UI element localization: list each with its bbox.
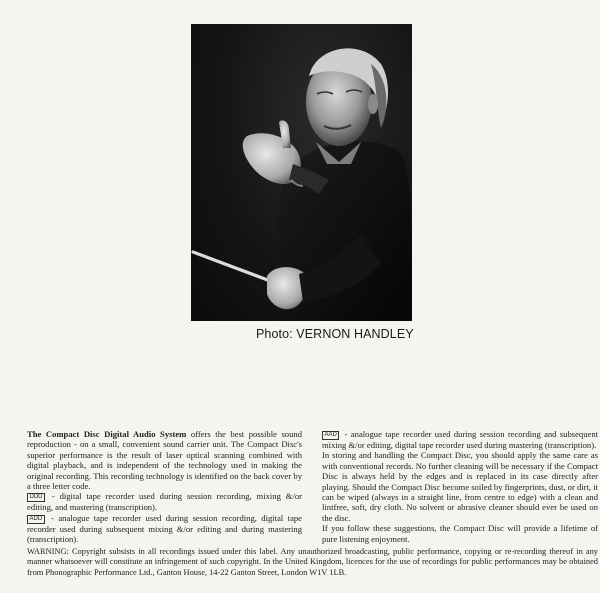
intro-text: offers the best possible sound reproduction - on a small, convenient sound carrier unit. The Compact Disc's superior performance is the result of laser optical scanning combined with digital playback, and is independent of the technology used in making the original recording. This recording technology is identified on the back cover by a three letter code. (27, 429, 302, 492)
cd-care-instructions (322, 429, 598, 544)
conductor-photo (191, 24, 412, 321)
copyright-warning: WARNING: Copyright subsists in all recordings issued under this label. Any unauthorized broadcasting, public performance, copying or re-recording thereof in any manner whatsoever will constitute an infringement of such copyright. In the United Kingdom, licences for the use of recordings for public performances may be obtained from Phonographic Performance Ltd., Ganton House, 14-22 Ganton Street, London W1V 1LB. (27, 547, 598, 577)
add-code-text: - analogue tape recorder used during session recording, digital tape recorder used during subsequent mixing &/or editing and during mastering (transcription). (27, 512, 302, 545)
ddd-code-text: - digital tape recorder used during session recording, mixing &/or editing, and mastering (transcription). (27, 491, 302, 513)
care-paragraph: In storing and handling the Compact Disc, you should apply the same care as with conventional records. No further cleaning will be necessary if the Compact Disc is always held by the edges and is replaced in its case directly after playing. Should the Compact Disc become soiled by fingerprints, dust, or dirt, it can be wiped (always in a straight line, from centre to edge) with a clean and lintfree, soft, dry cloth. No solvent or abrasive cleaner should ever be used on the disc. (322, 450, 598, 523)
intro-paragraph (27, 429, 302, 491)
conductor-illustration (191, 24, 412, 321)
aad-code-badge: AAD (322, 431, 339, 440)
code-ddd-entry (27, 491, 302, 512)
code-add-entry (27, 513, 302, 545)
add-code-badge: ADD (27, 515, 45, 524)
code-aad-entry (322, 429, 598, 450)
aad-code-text: - analogue tape recorder used during session recording and subsequent mixing &/or editing, digital tape recorder used during mastering (transcription). (322, 429, 598, 450)
photo-credit: Photo: VERNON HANDLEY (256, 327, 414, 341)
ddd-code-badge: DDD (27, 493, 45, 502)
closing-paragraph: If you follow these suggestions, the Compact Disc will provide a lifetime of pure listening enjoyment. (322, 523, 598, 544)
cd-system-description (27, 429, 302, 545)
lead-heading: The Compact Disc Digital Audio System (27, 429, 187, 439)
